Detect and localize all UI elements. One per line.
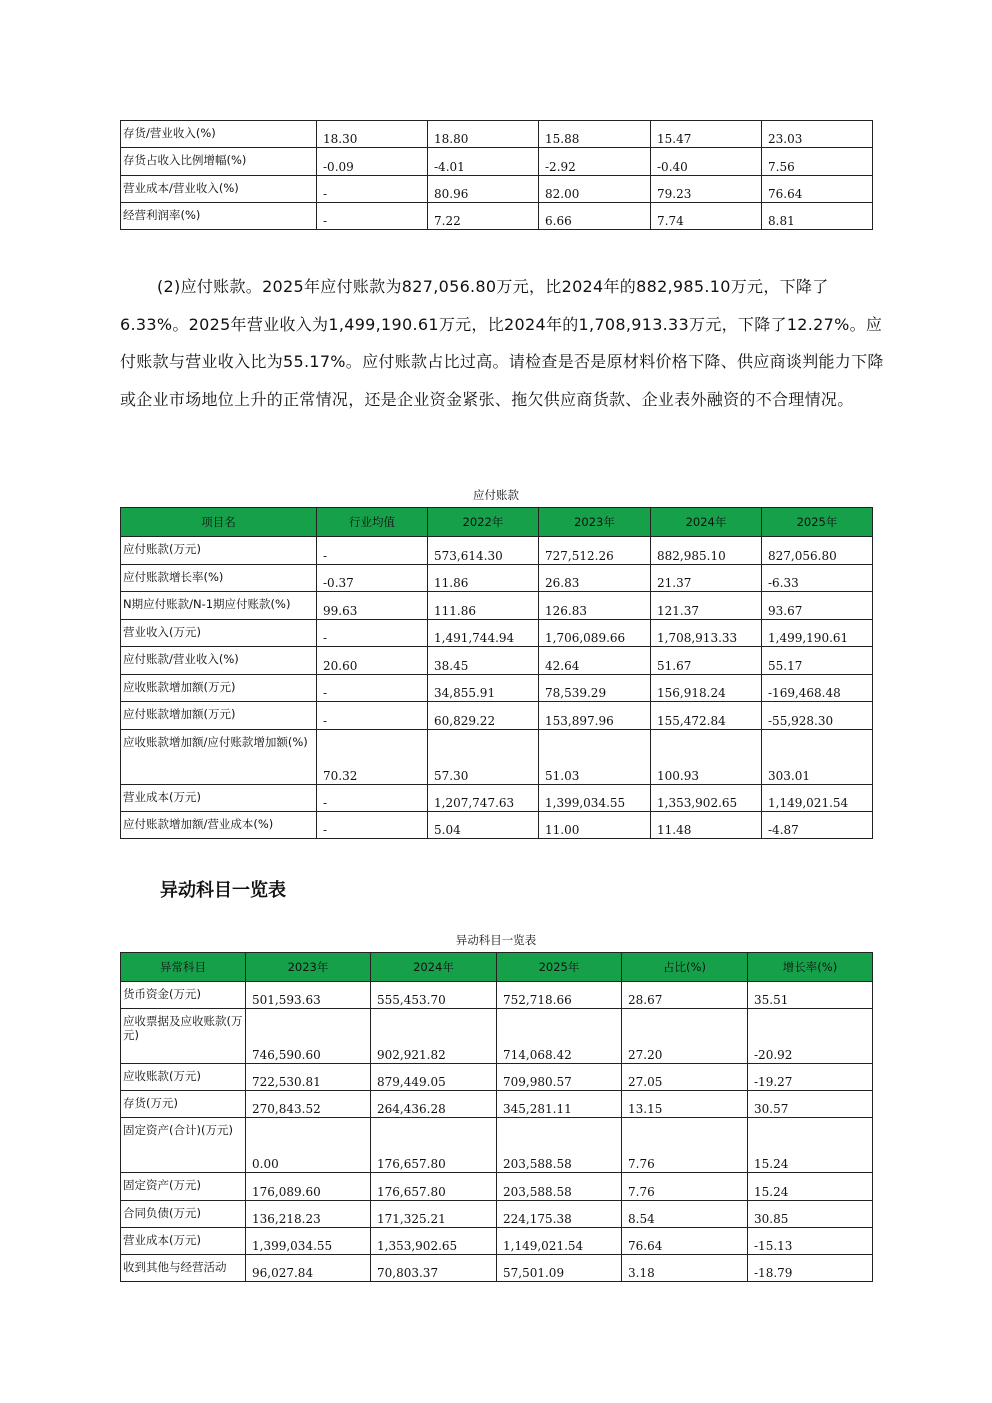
value-cell: 6.66 <box>539 203 651 230</box>
value-cell: 7.76 <box>622 1118 748 1173</box>
row-label: 应收账款增加额/应付账款增加额(%) <box>121 730 317 785</box>
value-cell: 76.64 <box>622 1228 748 1255</box>
value-cell: 224,175.38 <box>497 1201 622 1228</box>
value-cell: 155,472.84 <box>651 702 762 730</box>
value-cell: -169,468.48 <box>762 675 873 702</box>
value-cell: 15.47 <box>651 121 762 148</box>
value-cell: 176,657.80 <box>371 1118 497 1173</box>
value-cell: -0.37 <box>317 565 428 592</box>
value-cell: 18.80 <box>428 121 539 148</box>
row-label: 经营利润率(%) <box>121 203 317 230</box>
value-cell: -19.27 <box>748 1064 873 1091</box>
value-cell: 7.56 <box>762 148 873 176</box>
value-cell: 176,657.80 <box>371 1173 497 1201</box>
row-label: 存货(万元) <box>121 1091 246 1118</box>
row-label: 固定资产(万元) <box>121 1173 246 1201</box>
table-row <box>121 702 873 730</box>
value-cell: 573,614.30 <box>428 537 539 565</box>
table-row <box>121 565 873 592</box>
value-cell: 21.37 <box>651 565 762 592</box>
value-cell: 99.63 <box>317 592 428 620</box>
row-label: 应付账款(万元) <box>121 537 317 565</box>
value-cell: 1,399,034.55 <box>539 785 651 812</box>
value-cell: 879,449.05 <box>371 1064 497 1091</box>
table-row <box>121 620 873 647</box>
value-cell: 827,056.80 <box>762 537 873 565</box>
table-row <box>121 1201 873 1228</box>
value-cell: 156,918.24 <box>651 675 762 702</box>
row-label: 应付账款增加额/营业成本(%) <box>121 812 317 839</box>
value-cell: 15.24 <box>748 1118 873 1173</box>
value-cell: 60,829.22 <box>428 702 539 730</box>
header-cell: 2024年 <box>651 508 762 537</box>
row-label: 收到其他与经营活动 <box>121 1255 246 1282</box>
value-cell: 38.45 <box>428 647 539 675</box>
value-cell: 727,512.26 <box>539 537 651 565</box>
value-cell: 0.00 <box>246 1118 371 1173</box>
header-cell: 2023年 <box>246 953 371 982</box>
value-cell: 13.15 <box>622 1091 748 1118</box>
value-cell: 345,281.11 <box>497 1091 622 1118</box>
value-cell: 7.76 <box>622 1173 748 1201</box>
header-cell: 异常科目 <box>121 953 246 982</box>
table-row <box>121 1064 873 1091</box>
payables-table <box>120 507 873 839</box>
row-label: 存货/营业收入(%) <box>121 121 317 148</box>
table-row <box>121 812 873 839</box>
row-label: 合同负债(万元) <box>121 1201 246 1228</box>
value-cell: 752,718.66 <box>497 982 622 1009</box>
section-heading: 异动科目一览表 <box>160 880 286 901</box>
value-cell: 100.93 <box>651 730 762 785</box>
row-label: 货币资金(万元) <box>121 982 246 1009</box>
value-cell: 27.20 <box>622 1009 748 1064</box>
value-cell: 35.51 <box>748 982 873 1009</box>
row-label: 应付账款/营业收入(%) <box>121 647 317 675</box>
value-cell: 27.05 <box>622 1064 748 1091</box>
table-row <box>121 1118 873 1173</box>
value-cell: - <box>317 537 428 565</box>
value-cell: 126.83 <box>539 592 651 620</box>
value-cell: 8.54 <box>622 1201 748 1228</box>
row-label: 营业成本/营业收入(%) <box>121 176 317 203</box>
table-row <box>121 592 873 620</box>
value-cell: 70.32 <box>317 730 428 785</box>
row-label: 固定资产(合计)(万元) <box>121 1118 246 1173</box>
value-cell: 1,708,913.33 <box>651 620 762 647</box>
table-row <box>121 121 873 148</box>
table-row <box>121 1255 873 1282</box>
value-cell: 7.22 <box>428 203 539 230</box>
value-cell: -20.92 <box>748 1009 873 1064</box>
value-cell: 3.18 <box>622 1255 748 1282</box>
value-cell: 28.67 <box>622 982 748 1009</box>
table-row <box>121 1173 873 1201</box>
value-cell: 11.00 <box>539 812 651 839</box>
value-cell: 76.64 <box>762 176 873 203</box>
value-cell: 15.24 <box>748 1173 873 1201</box>
value-cell: 30.85 <box>748 1201 873 1228</box>
value-cell: 23.03 <box>762 121 873 148</box>
value-cell: -0.40 <box>651 148 762 176</box>
value-cell: -0.09 <box>317 148 428 176</box>
value-cell: -4.01 <box>428 148 539 176</box>
row-label: 营业成本(万元) <box>121 1228 246 1255</box>
value-cell: 153,897.96 <box>539 702 651 730</box>
value-cell: 11.48 <box>651 812 762 839</box>
row-label: 应收票据及应收账款(万元) <box>121 1009 246 1064</box>
row-label: 营业收入(万元) <box>121 620 317 647</box>
value-cell: 20.60 <box>317 647 428 675</box>
header-cell: 2022年 <box>428 508 539 537</box>
value-cell: - <box>317 812 428 839</box>
value-cell: 96,027.84 <box>246 1255 371 1282</box>
value-cell: 1,207,747.63 <box>428 785 539 812</box>
value-cell: 501,593.63 <box>246 982 371 1009</box>
header-cell: 项目名 <box>121 508 317 537</box>
row-label: 应收账款(万元) <box>121 1064 246 1091</box>
value-cell: 136,218.23 <box>246 1201 371 1228</box>
value-cell: 171,325.21 <box>371 1201 497 1228</box>
value-cell: 555,453.70 <box>371 982 497 1009</box>
value-cell: 714,068.42 <box>497 1009 622 1064</box>
value-cell: 42.64 <box>539 647 651 675</box>
value-cell: 111.86 <box>428 592 539 620</box>
value-cell: 30.57 <box>748 1091 873 1118</box>
value-cell: 79.23 <box>651 176 762 203</box>
table-row <box>121 148 873 176</box>
value-cell: 1,499,190.61 <box>762 620 873 647</box>
table-row <box>121 176 873 203</box>
value-cell: 176,089.60 <box>246 1173 371 1201</box>
header-cell: 2025年 <box>762 508 873 537</box>
value-cell: -15.13 <box>748 1228 873 1255</box>
value-cell: 18.30 <box>317 121 428 148</box>
value-cell: 902,921.82 <box>371 1009 497 1064</box>
value-cell: 264,436.28 <box>371 1091 497 1118</box>
value-cell: 57.30 <box>428 730 539 785</box>
value-cell: -55,928.30 <box>762 702 873 730</box>
inventory-table <box>120 120 873 230</box>
value-cell: 34,855.91 <box>428 675 539 702</box>
payables-paragraph: (2)应付账款。2025年应付账款为827,056.80万元，比2024年的882,985.10万元，下降了6.33%。2025年营业收入为1,499,190.61万元，比2024年的1,708,913.33万元，下降了12.27%。应付账款与营业收入比为55.17%。应付账款占比过高。请检查是否是原材料价格下降、供应商谈判能力下降或企业市场地位上升的正常情况，还是企业资金紧张、拖欠供应商货款、企业表外融资的不合理情况。 <box>120 277 884 409</box>
header-cell: 占比(%) <box>622 953 748 982</box>
row-label: 应收账款增加额(万元) <box>121 675 317 702</box>
value-cell: - <box>317 675 428 702</box>
row-label: 应付账款增加额(万元) <box>121 702 317 730</box>
table-row <box>121 730 873 785</box>
table-row <box>121 675 873 702</box>
value-cell: -6.33 <box>762 565 873 592</box>
anomaly-table-caption: 异动科目一览表 <box>455 933 537 947</box>
table-row <box>121 1091 873 1118</box>
table-row <box>121 203 873 230</box>
value-cell: 1,353,902.65 <box>371 1228 497 1255</box>
value-cell: 55.17 <box>762 647 873 675</box>
table-row <box>121 1009 873 1064</box>
value-cell: 82.00 <box>539 176 651 203</box>
header-cell: 增长率(%) <box>748 953 873 982</box>
value-cell: 121.37 <box>651 592 762 620</box>
value-cell: -2.92 <box>539 148 651 176</box>
table-row <box>121 785 873 812</box>
value-cell: -18.79 <box>748 1255 873 1282</box>
value-cell: 57,501.09 <box>497 1255 622 1282</box>
value-cell: 303.01 <box>762 730 873 785</box>
value-cell: 1,149,021.54 <box>762 785 873 812</box>
value-cell: - <box>317 176 428 203</box>
table-row <box>121 982 873 1009</box>
value-cell: - <box>317 203 428 230</box>
row-label: 营业成本(万元) <box>121 785 317 812</box>
header-cell: 2025年 <box>497 953 622 982</box>
value-cell: 203,588.58 <box>497 1173 622 1201</box>
value-cell: 746,590.60 <box>246 1009 371 1064</box>
row-label: N期应付账款/N-1期应付账款(%) <box>121 592 317 620</box>
anomaly-table <box>120 952 873 1282</box>
value-cell: 270,843.52 <box>246 1091 371 1118</box>
value-cell: - <box>317 620 428 647</box>
value-cell: - <box>317 785 428 812</box>
row-label: 应付账款增长率(%) <box>121 565 317 592</box>
value-cell: 11.86 <box>428 565 539 592</box>
value-cell: 1,491,744.94 <box>428 620 539 647</box>
value-cell: 80.96 <box>428 176 539 203</box>
table-row <box>121 647 873 675</box>
value-cell: 26.83 <box>539 565 651 592</box>
value-cell: -4.87 <box>762 812 873 839</box>
value-cell: 882,985.10 <box>651 537 762 565</box>
value-cell: 78,539.29 <box>539 675 651 702</box>
value-cell: 7.74 <box>651 203 762 230</box>
value-cell: 1,706,089.66 <box>539 620 651 647</box>
value-cell: 5.04 <box>428 812 539 839</box>
header-cell: 2024年 <box>371 953 497 982</box>
header-cell: 2023年 <box>539 508 651 537</box>
value-cell: 722,530.81 <box>246 1064 371 1091</box>
value-cell: 51.67 <box>651 647 762 675</box>
header-cell: 行业均值 <box>317 508 428 537</box>
row-label: 存货占收入比例增幅(%) <box>121 148 317 176</box>
table-row <box>121 537 873 565</box>
value-cell: 1,353,902.65 <box>651 785 762 812</box>
value-cell: 709,980.57 <box>497 1064 622 1091</box>
value-cell: 93.67 <box>762 592 873 620</box>
value-cell: 203,588.58 <box>497 1118 622 1173</box>
table-row <box>121 1228 873 1255</box>
value-cell: 1,399,034.55 <box>246 1228 371 1255</box>
value-cell: 15.88 <box>539 121 651 148</box>
value-cell: - <box>317 702 428 730</box>
value-cell: 1,149,021.54 <box>497 1228 622 1255</box>
value-cell: 8.81 <box>762 203 873 230</box>
payables-table-caption: 应付账款 <box>473 488 519 502</box>
value-cell: 70,803.37 <box>371 1255 497 1282</box>
value-cell: 51.03 <box>539 730 651 785</box>
